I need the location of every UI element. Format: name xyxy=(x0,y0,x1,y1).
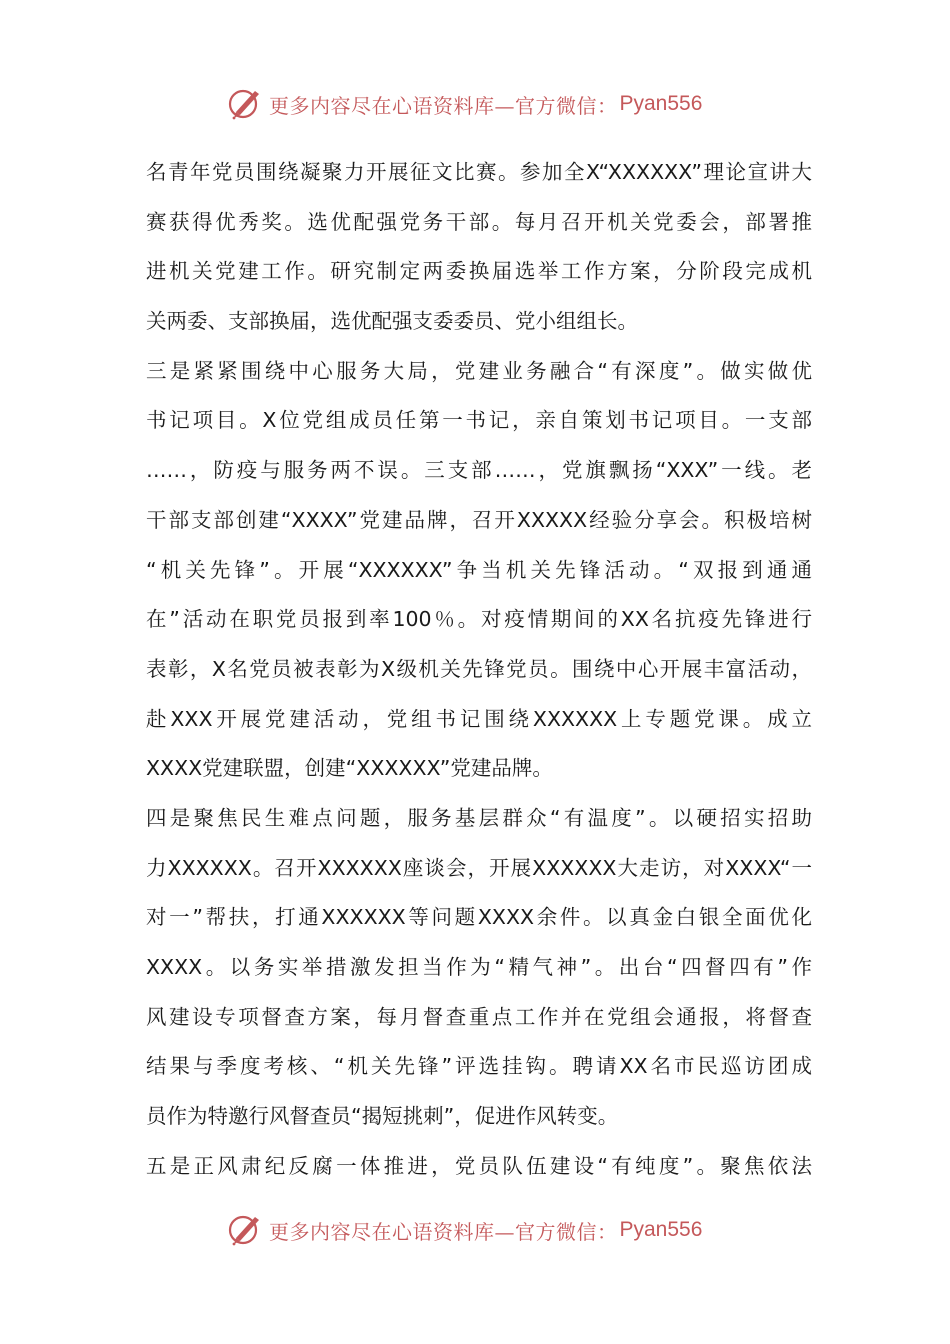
text-line: 四是聚焦民生难点问题，服务基层群众“有温度”。以硬招实招助 xyxy=(146,805,812,830)
text-line: “机关先锋”。开展“XXXXXX”争当机关先锋活动。“双报到通通 xyxy=(146,557,812,582)
document-body xyxy=(146,148,812,1191)
text-line: 力XXXXXX。召开XXXXXX座谈会，开展XXXXXX大走访，对XXXX“一 xyxy=(146,855,812,880)
header-watermark xyxy=(225,84,702,124)
text-line: 干部支部创建“XXXX”党建品牌，召开XXXXX经验分享会。积极培树 xyxy=(146,507,812,532)
watermark-code: Pyan556 xyxy=(619,92,703,115)
text-line: 关两委、支部换届，选优配强支委委员、党小组组长。 xyxy=(146,309,638,334)
watermark-text: 更多内容尽在心语资料库—官方微信： xyxy=(269,93,618,118)
watermark-text: 更多内容尽在心语资料库—官方微信： xyxy=(269,1219,618,1244)
text-line: 赛获得优秀奖。选优配强党务干部。每月召开机关党委会，部署推 xyxy=(146,209,812,234)
text-line: 对一”帮扶，打通XXXXXX等问题XXXX余件。以真金白银全面优化 xyxy=(146,905,812,930)
text-line: 书记项目。X位党组成员任第一书记，亲自策划书记项目。一支部 xyxy=(146,408,812,433)
text-line: 赴XXX开展党建活动，党组书记围绕XXXXXX上专题党课。成立 xyxy=(146,706,812,731)
text-line: 结果与季度考核、“机关先锋”评选挂钩。聘请XX名市民巡访团成 xyxy=(146,1054,812,1079)
text-line: 表彰，X名党员被表彰为X级机关先锋党员。围绕中心开展丰富活动， xyxy=(146,656,812,681)
text-line: 风建设专项督查方案，每月督查重点工作并在党组会通报，将督查 xyxy=(146,1004,812,1029)
text-line: XXXX。以务实举措激发担当作为“精气神”。出台“四督四有”作 xyxy=(146,955,812,979)
text-line: 进机关党建工作。研究制定两委换届选举工作方案，分阶段完成机 xyxy=(146,259,812,284)
text-line: 在”活动在职党员报到率100％。对疫情期间的XX名抗疫先锋进行 xyxy=(146,607,812,632)
text-line: 名青年党员围绕凝聚力开展征文比赛。参加全X“XXXXXX”理论宣讲大 xyxy=(146,160,812,184)
pen-logo-icon xyxy=(225,84,265,124)
footer-watermark xyxy=(225,1210,702,1250)
text-line: ……，防疫与服务两不误。三支部……，党旗飘扬“XXX”一线。老 xyxy=(146,458,812,483)
watermark-code: Pyan556 xyxy=(619,1218,703,1241)
pen-logo-icon xyxy=(225,1210,265,1250)
text-line: 员作为特邀行风督查员“揭短挑刺”，促进作风转变。 xyxy=(146,1104,619,1129)
text-line: 三是紧紧围绕中心服务大局，党建业务融合“有深度”。做实做优 xyxy=(146,358,812,383)
text-line: XXXX党建联盟，创建“XXXXXX”党建品牌。 xyxy=(146,756,553,781)
text-line: 五是正风肃纪反腐一体推进，党员队伍建设“有纯度”。聚焦依法 xyxy=(146,1153,812,1178)
